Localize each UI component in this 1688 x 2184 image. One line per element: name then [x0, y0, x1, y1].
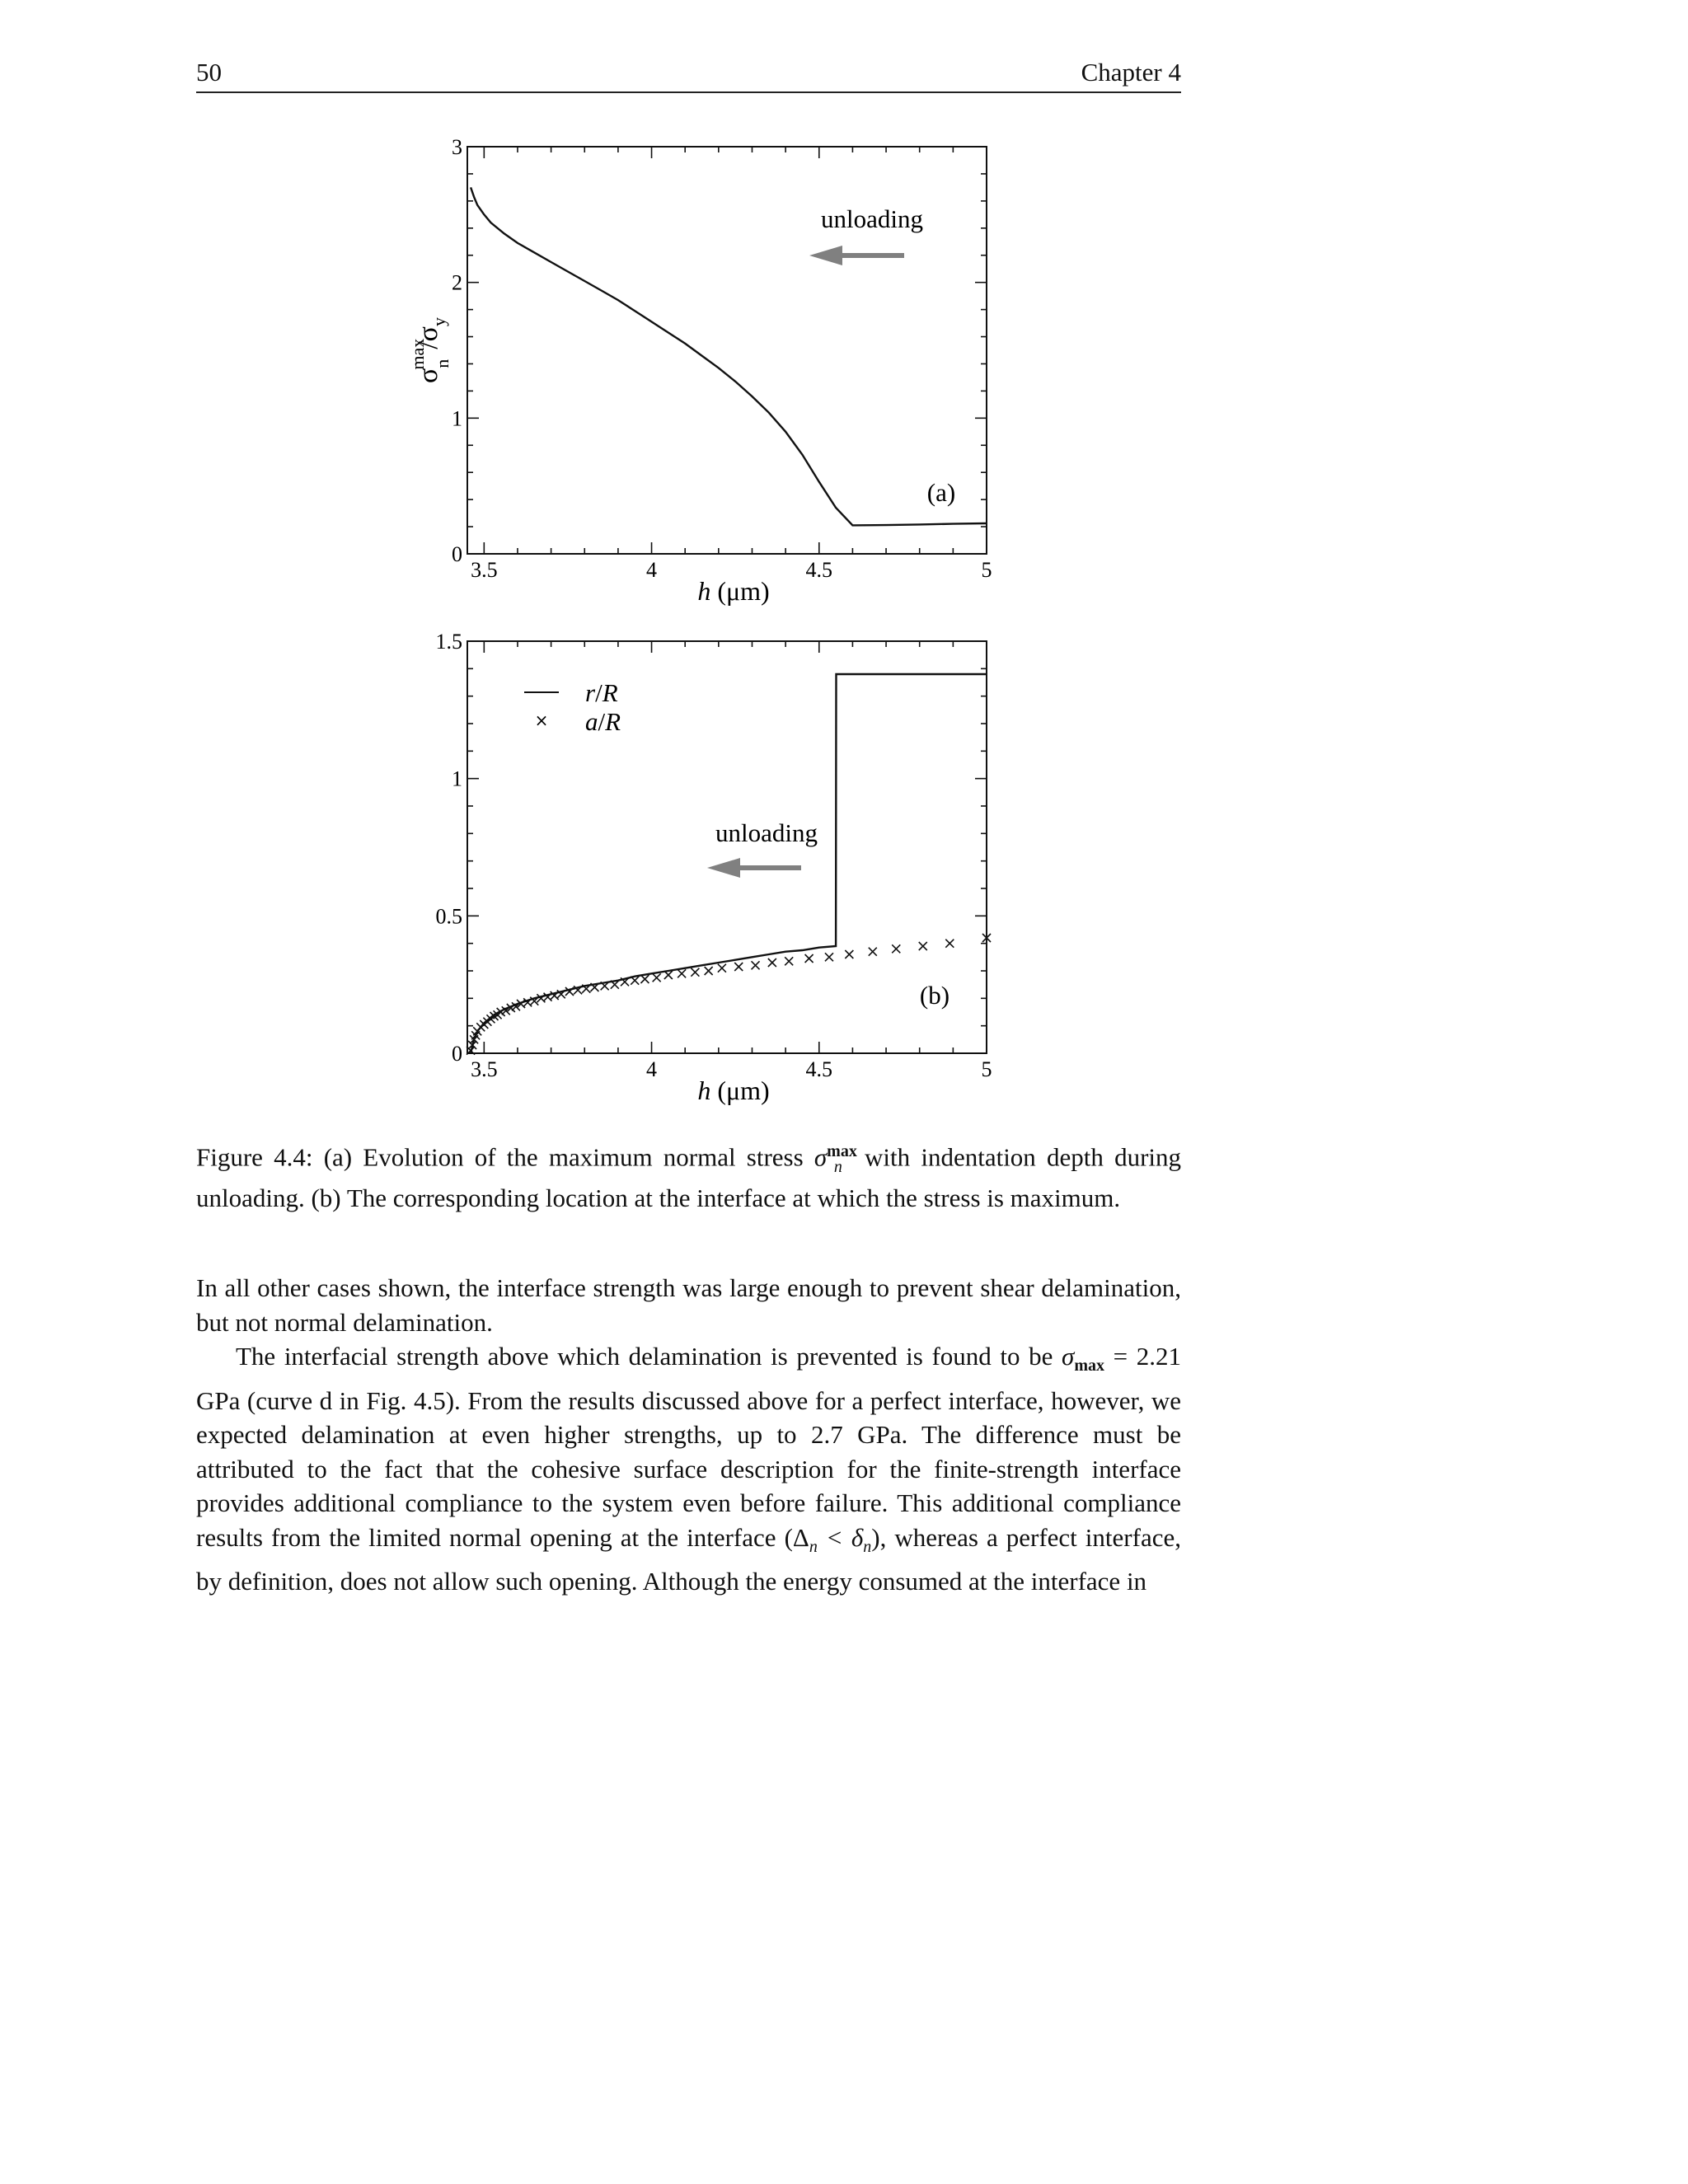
chart-b-frame — [467, 641, 987, 1053]
body-text — [196, 1271, 1181, 1599]
chart-a-arrow — [809, 246, 904, 265]
chart-b-tick-labels — [436, 630, 992, 1081]
y-tick-label: 2 — [452, 270, 462, 295]
chart-b — [436, 630, 992, 1105]
legend-marker-swatch: × — [534, 710, 549, 730]
legend-entry-r: r/R — [585, 678, 618, 707]
caption-part2: with indentation depth during unloading. (b) The corresponding location at the interface at which the stress is maximum. — [196, 1142, 1182, 1212]
x-tick-label: 4.5 — [805, 1057, 833, 1081]
y-tick-label: 0 — [452, 1042, 462, 1066]
data-point-a-over-R — [718, 964, 726, 972]
y-tick-label: 0.5 — [435, 904, 462, 929]
caption-label: Figure 4.4: — [196, 1142, 313, 1172]
x-tick-label: 3.5 — [471, 558, 498, 582]
data-point-a-over-R — [919, 942, 927, 950]
data-point-a-over-R — [653, 973, 661, 982]
y-tick-label: 1 — [452, 406, 462, 431]
data-point-a-over-R — [705, 967, 713, 975]
chart-b-ticks — [467, 641, 987, 1053]
x-tick-label: 4.5 — [805, 558, 833, 582]
data-point-a-over-R — [785, 957, 793, 965]
chart-a-annotation: unloading — [821, 204, 923, 233]
x-tick-label: 4 — [646, 558, 658, 582]
page-number: 50 — [196, 58, 222, 87]
x-tick-label: 3.5 — [471, 1057, 498, 1081]
chart-a-ylabel: σmax $n/\sigma_y$ — [407, 317, 452, 383]
y-tick-label: 1.5 — [435, 630, 462, 654]
chart-b-legend — [524, 678, 621, 736]
paragraph-1: In all other cases shown, the interface strength was large enough to prevent shear delamination, but not normal delamination. — [196, 1273, 1181, 1337]
caption-part1: (a) Evolution of the maximum normal stress — [312, 1142, 814, 1172]
data-point-a-over-R — [845, 950, 853, 958]
data-point-a-over-R — [664, 971, 673, 979]
chart-a-tick-labels — [452, 135, 992, 582]
chart-b-panel-label: (b) — [919, 981, 950, 1010]
chart-b-xlabel: h (μm) — [697, 1076, 770, 1105]
chart-b-arrow — [707, 858, 801, 878]
data-point-a-over-R — [734, 963, 743, 971]
data-point-a-over-R — [678, 969, 686, 977]
chart-a-xlabel: h (μm) — [697, 576, 770, 606]
chart-b-series-a-markers — [467, 934, 991, 1055]
data-point-a-over-R — [825, 953, 833, 961]
chart-b-annotation: unloading — [715, 818, 818, 847]
data-point-a-over-R — [640, 975, 649, 983]
chart-a-panel-label: (a) — [926, 478, 956, 507]
figure-caption: Figure 4.4: (a) Evolution of the maximum normal stress $\sigma^{max}_n$ with indentation depth during unloading. (b) The corresponding location at the interface at which the stress is maximum. — [196, 1142, 1182, 1212]
chart-a-series-line — [471, 187, 987, 525]
x-tick-label: 4 — [646, 1057, 658, 1081]
chart-a — [407, 135, 992, 606]
y-tick-label: 0 — [452, 542, 462, 566]
data-point-a-over-R — [565, 987, 574, 996]
x-tick-label: 5 — [981, 558, 992, 582]
legend-entry-a: a/R — [585, 707, 621, 736]
data-point-a-over-R — [768, 958, 776, 967]
data-point-a-over-R — [892, 944, 900, 953]
x-tick-label: 5 — [981, 1057, 992, 1081]
chapter-header: Chapter 4 — [1081, 58, 1181, 87]
paragraph-2: The interfacial strength above which delamination is prevented is found to be $\sigma_{max} = 2.21$ GPa (curve d in Fig. 4.5). From the results discussed above for a perfect interface, however, we expected delamination at even higher strengths, up to 2.7 GPa. The difference must be attributed to the fact that the cohesive surface description for the finite-strength interface provides additional compliance to the system even before failure. This additional compliance results from the limited normal opening at the interface $(\Delta_n < \delta_n)$, whereas a perfect interface, by definition, does not allow such opening. Although the energy consumed at the interface in — [196, 1342, 1181, 1596]
data-point-a-over-R — [805, 954, 814, 963]
data-point-a-over-R — [945, 940, 954, 948]
y-tick-label: 3 — [452, 135, 462, 159]
data-point-a-over-R — [691, 968, 699, 977]
y-tick-label: 1 — [452, 766, 462, 791]
data-point-a-over-R — [631, 977, 639, 985]
data-point-a-over-R — [752, 961, 760, 969]
data-point-a-over-R — [869, 948, 877, 956]
